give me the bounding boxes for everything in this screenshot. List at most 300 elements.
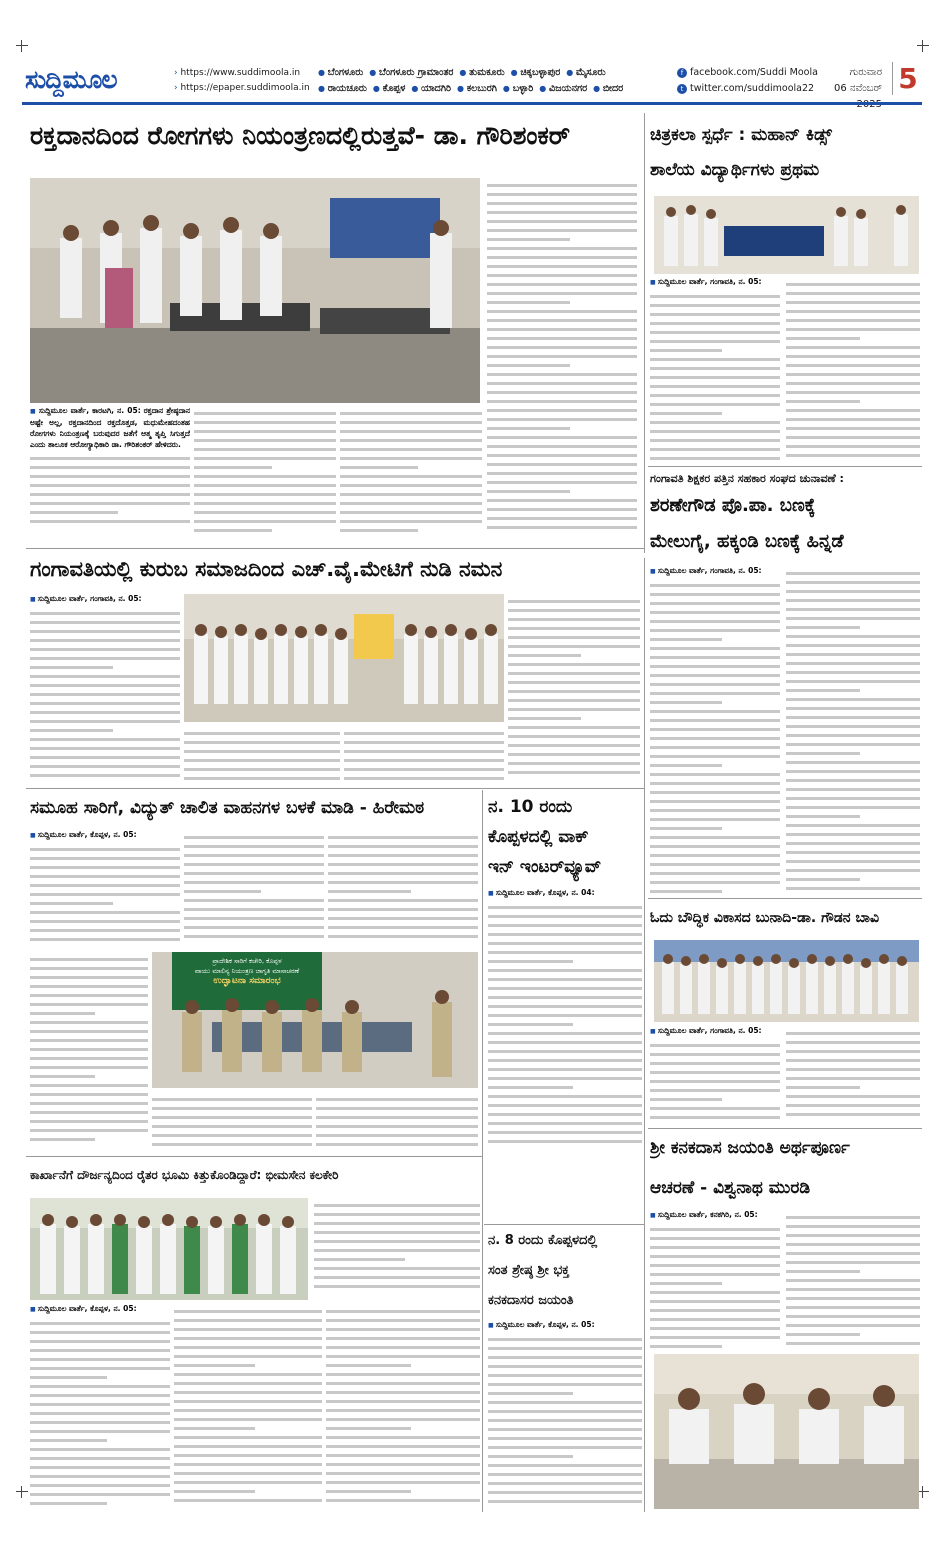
body-text-line <box>30 765 180 768</box>
body-text-line <box>152 1098 312 1101</box>
newspaper-page <box>22 58 922 1513</box>
body-text-line <box>174 1328 322 1331</box>
place-item: ● ಬೆಂಗಳೂರು <box>318 67 363 78</box>
body-text-line <box>650 737 780 740</box>
body-text-line <box>30 711 180 714</box>
body-text-line <box>786 373 920 376</box>
body-text-line <box>174 1391 322 1394</box>
body-text-line <box>487 517 637 520</box>
body-text-line <box>194 421 336 424</box>
issue-date-text: 06 ನವೆಂಬರ್ <box>833 83 882 94</box>
body-text-line <box>786 842 920 845</box>
body-text-line <box>30 1048 148 1051</box>
body-text-line <box>487 328 637 331</box>
body-text-line <box>487 436 637 439</box>
body-text-line <box>30 1448 170 1451</box>
body-text-line <box>650 629 780 632</box>
body-text-line <box>786 454 920 457</box>
body-text-line <box>30 657 180 660</box>
body-text-line <box>508 645 640 648</box>
body-text-line <box>650 827 722 830</box>
body-text-line <box>487 445 637 448</box>
bank-col-2 <box>786 566 920 896</box>
body-text-line <box>30 738 180 741</box>
factory-col-1 <box>30 1304 170 1509</box>
body-text-line <box>487 490 570 493</box>
headline-kanaka-koppal-1: ನ. 8 ರಂದು ಕೊಪ್ಪಳದಲ್ಲಿ <box>488 1233 598 1248</box>
body-text-line <box>30 1138 95 1141</box>
body-text-line <box>508 609 640 612</box>
body-text-line <box>30 1394 170 1397</box>
body-text-line <box>786 1077 920 1080</box>
body-text-line <box>488 915 642 918</box>
body-text-line <box>30 702 180 705</box>
body-text-line <box>786 1104 920 1107</box>
body-text-line <box>30 1057 148 1060</box>
dateline: ■ ಸುದ್ದಿಮೂಲ ವಾರ್ತೆ, ಗಂಗಾವತಿ, ನ. 05: <box>30 594 142 603</box>
body-text-line <box>30 1066 148 1069</box>
body-text-line <box>786 878 860 881</box>
body-text-line <box>30 976 148 979</box>
body-text-line <box>30 475 190 478</box>
facebook-icon: f <box>677 68 687 78</box>
body-text-line <box>487 481 637 484</box>
photo-kanaka-jayanti <box>654 1354 919 1509</box>
body-text-line <box>152 1116 312 1119</box>
place-item: ● ಬೀದರ <box>593 83 623 94</box>
body-text-line <box>340 502 482 505</box>
body-text-line <box>488 1023 573 1026</box>
body-text-line <box>650 665 780 668</box>
body-text-line <box>30 985 148 988</box>
body-text-line <box>174 1481 322 1484</box>
body-text-line <box>326 1328 480 1331</box>
body-text-line <box>344 741 504 744</box>
body-text-line <box>184 890 261 893</box>
body-text-line <box>30 747 180 750</box>
body-text-line <box>30 666 113 669</box>
body-text-line <box>786 770 920 773</box>
body-text-line <box>344 750 504 753</box>
body-text-line <box>316 1125 478 1128</box>
body-text-line <box>650 701 722 704</box>
body-text-line <box>194 484 336 487</box>
body-text-line <box>326 1373 480 1376</box>
social-links <box>677 65 827 97</box>
body-text-line <box>786 752 860 755</box>
body-text-line <box>487 427 570 430</box>
body-text-line <box>508 690 640 693</box>
body-text-line <box>786 851 920 854</box>
body-text-line <box>786 1333 860 1336</box>
body-text-line <box>786 310 920 313</box>
body-text-line <box>487 274 637 277</box>
body-text-line <box>30 1129 148 1132</box>
body-text-line <box>328 836 478 839</box>
body-text-line <box>174 1436 322 1439</box>
body-text-line <box>30 866 180 869</box>
body-text-line <box>508 618 640 621</box>
body-text-line <box>340 457 482 460</box>
body-text-line <box>650 421 780 424</box>
body-text-line <box>184 908 324 911</box>
body-text-line <box>340 529 418 532</box>
body-text-line <box>174 1346 322 1349</box>
body-text-line <box>488 1491 642 1494</box>
body-text-line <box>786 761 920 764</box>
body-text-line <box>488 1356 642 1359</box>
logo: ಸುದ್ದಿಮೂಲ <box>25 65 117 94</box>
factory-col-3 <box>326 1304 480 1509</box>
body-text-line <box>786 707 920 710</box>
body-text-line <box>487 364 570 367</box>
place-item: ● ಬಳ್ಳಾರಿ <box>503 83 533 94</box>
body-text-line <box>786 337 860 340</box>
headline-drawing-1: ಚಿತ್ರಕಲಾ ಸ್ಪರ್ಧೆ : ಮಹಾನ್ ಕಿಡ್ಸ್ <box>650 125 832 145</box>
body-text-line <box>650 349 722 352</box>
twitter-icon: t <box>677 84 687 94</box>
section-rule <box>648 1128 922 1129</box>
body-text-line <box>184 732 340 735</box>
section-rule <box>648 898 922 899</box>
body-text-line <box>152 1125 312 1128</box>
body-text-line <box>650 611 780 614</box>
body-text-line <box>488 1032 642 1035</box>
kanaka-koppal-col-1 <box>488 1320 642 1510</box>
body-text-line <box>30 967 148 970</box>
body-text-line <box>30 1376 107 1379</box>
body-text-line <box>340 412 482 415</box>
body-text-line <box>786 635 920 638</box>
body-text-line <box>30 1385 170 1388</box>
body-text-line <box>488 1005 642 1008</box>
body-text-line <box>508 735 640 738</box>
body-text-line <box>184 741 340 744</box>
body-text-line <box>650 313 780 316</box>
body-text-line <box>786 626 860 629</box>
body-text-line <box>326 1319 480 1322</box>
body-text-line <box>328 926 478 929</box>
body-text-line <box>184 836 324 839</box>
body-text-line <box>508 708 640 711</box>
body-text-line <box>650 1291 780 1294</box>
body-text-line <box>650 719 780 722</box>
body-text-line <box>650 800 780 803</box>
body-text-line <box>314 1267 480 1270</box>
body-text-line <box>786 1225 920 1228</box>
body-text-line <box>314 1231 480 1234</box>
body-text-line <box>488 978 642 981</box>
photo-drawing <box>654 196 919 274</box>
body-text-line <box>174 1499 322 1502</box>
body-text-line <box>508 600 640 603</box>
body-text-line <box>786 599 920 602</box>
body-text-line <box>786 436 920 439</box>
body-text-line <box>30 520 190 523</box>
body-text-line <box>326 1391 480 1394</box>
body-text-line <box>30 774 180 777</box>
body-text-line <box>326 1472 480 1475</box>
body-text-line <box>650 854 780 857</box>
body-text-line <box>30 1093 148 1096</box>
twitter-link[interactable]: twitter.com/suddimoola22 <box>690 83 815 94</box>
body-text-line <box>184 759 340 762</box>
dateline: ■ ಸುದ್ದಿಮೂಲ ವಾರ್ತೆ, ಗಂಗಾವತಿ, ನ. 05: <box>650 277 762 286</box>
body-text-line <box>487 346 637 349</box>
body-text-line <box>314 1204 480 1207</box>
body-text-line <box>30 902 113 905</box>
body-text-line <box>508 744 640 747</box>
body-text-line <box>488 1347 642 1350</box>
kanaka-jayanti-col-2 <box>786 1210 920 1350</box>
banner-line-1: ಪ್ರಾದೇಶಿಕ ಸಾರಿಗೆ ಕಚೇರಿ, ಕೊಪ್ಪಳ <box>212 957 282 965</box>
body-text-line <box>786 418 920 421</box>
body-text-line <box>487 319 637 322</box>
body-text-line <box>30 675 180 678</box>
body-text-line <box>30 1421 170 1424</box>
body-text-line <box>650 439 780 442</box>
body-text-line <box>174 1490 255 1493</box>
body-text-line <box>174 1400 322 1403</box>
kuruba-col-2 <box>184 726 340 784</box>
drawing-col-1 <box>650 277 780 462</box>
body-text-line <box>184 899 324 902</box>
body-text-line <box>30 502 190 505</box>
body-text-line <box>30 630 180 633</box>
body-text-line <box>786 1261 920 1264</box>
body-text-line <box>786 887 920 890</box>
body-text-line <box>30 693 180 696</box>
body-text-line <box>650 1062 780 1065</box>
body-text-line <box>786 1270 860 1273</box>
body-text-line <box>194 448 336 451</box>
body-text-line <box>316 1143 478 1146</box>
body-text-line <box>326 1499 480 1502</box>
section-rule <box>26 548 644 549</box>
body-text-line <box>488 1122 642 1125</box>
transport-col-4 <box>30 952 148 1152</box>
body-text-line <box>30 639 180 642</box>
body-text-line <box>326 1445 480 1448</box>
body-text-line <box>30 457 190 460</box>
body-text-line <box>650 394 780 397</box>
body-text-line <box>30 1439 107 1442</box>
body-text-line <box>786 1113 920 1116</box>
body-text-line <box>488 1473 642 1476</box>
body-text-line <box>508 663 640 666</box>
masthead-rule <box>22 102 922 105</box>
body-text-line <box>786 1342 920 1345</box>
walkin-col-1 <box>488 888 642 1152</box>
body-text-line <box>152 1143 312 1146</box>
body-text-line <box>174 1418 322 1421</box>
body-text-line <box>174 1355 322 1358</box>
body-text-line <box>488 1383 642 1386</box>
body-text-line <box>30 1111 148 1114</box>
body-text-line <box>488 1446 642 1449</box>
body-text-line <box>650 1080 780 1083</box>
body-text-line <box>30 875 180 878</box>
blood-col-4 <box>487 178 637 538</box>
body-text-line <box>194 475 336 478</box>
issue-date <box>812 65 882 113</box>
body-text-line <box>30 848 180 851</box>
body-text-line <box>786 734 920 737</box>
body-text-line <box>328 863 478 866</box>
body-text-line <box>184 935 324 938</box>
body-text-line <box>340 421 482 424</box>
headline-bank-2: ಮೇಲುಗೈ, ಹಕ್ಕಂಡಿ ಬಣಕ್ಕೆ ಹಿನ್ನಡೆ <box>650 531 844 552</box>
body-text-line <box>30 1358 170 1361</box>
body-text-line <box>194 439 336 442</box>
body-text-line <box>326 1427 411 1430</box>
body-text-line <box>650 1336 780 1339</box>
body-text-line <box>487 184 637 187</box>
body-text-line <box>30 621 180 624</box>
body-text-line <box>174 1382 322 1385</box>
body-text-line <box>488 996 642 999</box>
body-text-line <box>488 1401 642 1404</box>
dateline: ■ ಸುದ್ದಿಮೂಲ ವಾರ್ತೆ, ಕೊಪ್ಪಳ, ನ. 05: <box>488 1320 595 1329</box>
body-text-line <box>650 890 722 893</box>
transport-col-5 <box>152 1092 312 1152</box>
body-text-line <box>194 493 336 496</box>
body-text-line <box>174 1463 322 1466</box>
body-text-line <box>174 1337 322 1340</box>
body-text-line <box>786 1032 920 1035</box>
section-rule <box>648 466 922 467</box>
body-text-line <box>508 627 640 630</box>
body-text-line <box>487 382 637 385</box>
body-text-line <box>30 1084 148 1087</box>
body-text-line <box>30 1012 95 1015</box>
body-text-line <box>650 683 780 686</box>
body-text-line <box>487 238 570 241</box>
body-text-line <box>508 726 640 729</box>
body-text-line <box>152 1134 312 1137</box>
body-text-line <box>30 756 180 759</box>
body-text-line <box>508 672 640 675</box>
body-text-line <box>30 1331 170 1334</box>
body-text-line <box>786 662 920 665</box>
body-text-line <box>650 593 780 596</box>
drawing-col-2 <box>786 277 920 462</box>
body-text-line <box>30 1349 170 1352</box>
body-text-line <box>30 511 118 514</box>
body-text-line <box>328 899 478 902</box>
body-text-line <box>650 647 780 650</box>
body-text-line <box>650 1053 780 1056</box>
body-text-line <box>184 845 324 848</box>
body-text-line <box>508 717 581 720</box>
body-text-line <box>488 1050 642 1053</box>
body-text-line <box>30 648 180 651</box>
headline-kanaka-koppal-3: ಕನಕದಾಸರ ಜಯಂತಿ <box>488 1293 574 1308</box>
body-text-line <box>488 906 642 909</box>
body-text-line <box>786 608 920 611</box>
body-text-line <box>488 951 642 954</box>
kuruba-col-4 <box>508 594 640 784</box>
body-text-line <box>340 439 482 442</box>
body-text-line <box>650 710 780 713</box>
body-text-line <box>650 376 780 379</box>
body-text-line <box>30 484 190 487</box>
body-text-line <box>487 211 637 214</box>
body-text-line <box>487 247 637 250</box>
body-text-line <box>650 746 780 749</box>
body-text-line <box>488 969 642 972</box>
body-text-line <box>326 1346 480 1349</box>
body-text-line <box>786 860 920 863</box>
body-text-line <box>650 1309 780 1312</box>
website-link[interactable]: › https://www.suddimoola.in <box>174 66 314 81</box>
place-item: ● ತುಮಕೂರು <box>459 67 504 78</box>
body-text-line <box>488 1419 642 1422</box>
body-text-line <box>786 815 860 818</box>
body-text-line <box>30 1412 170 1415</box>
body-text-line <box>326 1382 480 1385</box>
body-text-line <box>314 1276 480 1279</box>
body-text-line <box>488 1500 642 1503</box>
body-text-line <box>488 1086 573 1089</box>
body-text-line <box>786 671 920 674</box>
facebook-link[interactable]: facebook.com/Suddi Moola <box>690 67 818 78</box>
body-text-line <box>184 917 324 920</box>
headline-kanaka-jayanti-1: ಶ್ರೀ ಕನಕದಾಸ ಜಯಂತಿ ಅರ್ಥಪೂರ್ಣ <box>650 1138 850 1158</box>
body-text-line <box>184 872 324 875</box>
body-text-line <box>650 602 780 605</box>
body-text-line <box>344 759 504 762</box>
body-text-line <box>488 1338 642 1341</box>
body-text-line <box>786 328 920 331</box>
body-text-line <box>194 529 272 532</box>
body-text-line <box>488 1365 642 1368</box>
body-text-line <box>174 1319 322 1322</box>
body-text-line <box>30 994 148 997</box>
body-text-line <box>786 364 920 367</box>
body-text-line <box>650 322 780 325</box>
place-item: ● ವಿಜಯನಗರ <box>539 83 587 94</box>
body-text-line <box>508 681 640 684</box>
epaper-link[interactable]: › https://epaper.suddimoola.in <box>174 81 314 96</box>
body-text-line <box>786 1041 920 1044</box>
body-text-line <box>650 881 780 884</box>
crop-mark <box>16 40 28 52</box>
body-text-line <box>786 355 920 358</box>
body-text-line <box>314 1285 480 1288</box>
body-text-line <box>488 1059 642 1062</box>
body-text-line <box>30 1003 148 1006</box>
body-text-line <box>326 1490 411 1493</box>
body-text-line <box>328 935 478 938</box>
dateline: ■ ಸುದ್ದಿಮೂಲ ವಾರ್ತೆ, ಕನಕಗಿರಿ, ನ. 05: <box>650 1210 758 1219</box>
section-rule <box>26 1156 482 1157</box>
headline-factory: ಕಾರ್ಖಾನೆಗೆ ದೌರ್ಜನ್ಯದಿಂದ ರೈತರ ಭೂಮಿ ಕಿತ್ತುಕೊಂಡಿದ್ದಾರೆ: ಭೀಮಸೇನ ಕಲಕೇರಿ <box>30 1168 339 1182</box>
body-text-line <box>650 620 780 623</box>
body-text-line <box>488 1428 642 1431</box>
body-text-line <box>30 466 190 469</box>
body-text-line <box>488 924 642 927</box>
body-text-line <box>508 753 640 756</box>
headline-bank-1: ಶರಣೇಗೌಡ ಪೊ.ಪಾ. ಬಣಕ್ಕೆ <box>650 495 816 516</box>
body-text-line <box>488 1437 642 1440</box>
body-text-line <box>786 1050 920 1053</box>
body-text-line <box>487 256 637 259</box>
photo-kuruba <box>184 594 504 722</box>
body-text-line <box>340 466 418 469</box>
body-text-line <box>340 511 482 514</box>
body-text-line <box>786 319 920 322</box>
